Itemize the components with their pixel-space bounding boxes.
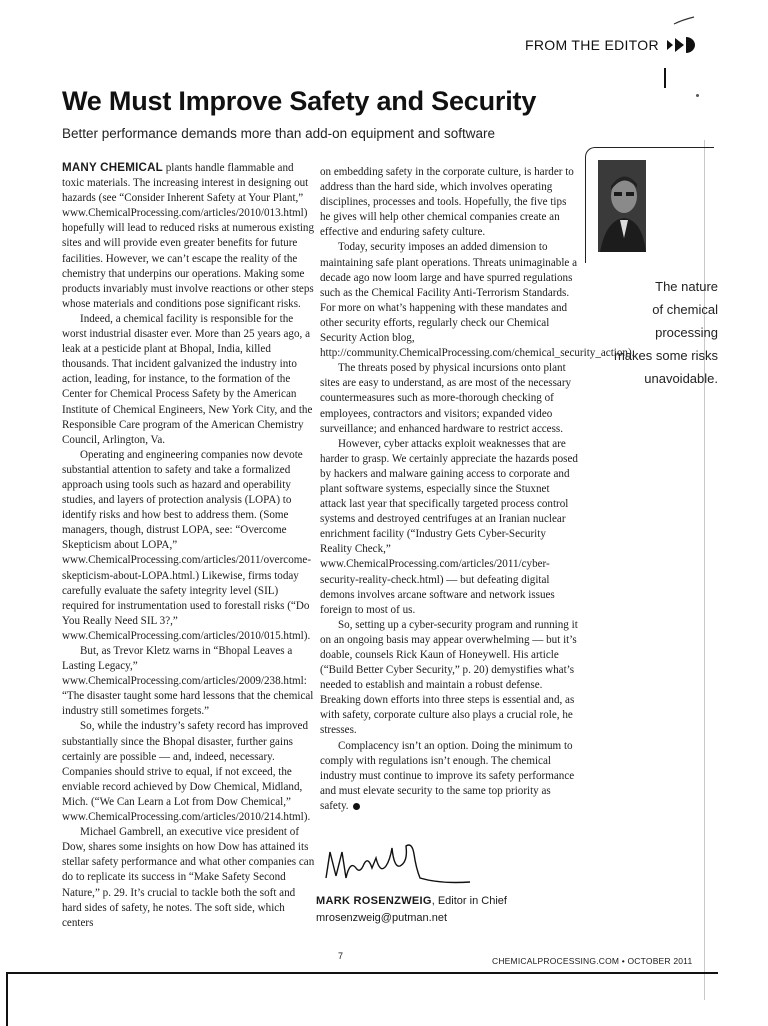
section-tag: [525, 36, 699, 54]
deck: Better performance demands more than add-on equipment and software: [62, 126, 496, 141]
article-column-1: [62, 160, 317, 931]
paragraph: The threats posed by physical incursions onto plant sites are easy to understand, as are most of the necessary countermeasures such as more-thorough checking of employees, contractors and visitors; expanded video surveillance; and enhanced hardware to restrict access.: [320, 362, 572, 435]
scan-mark-icon: [672, 14, 696, 26]
publication-footer: CHEMICALPROCESSING.COM • OCTOBER 2011: [492, 956, 693, 966]
section-arrow-icon: [665, 36, 699, 54]
page-number: 7: [338, 951, 344, 961]
paragraph: Operating and engineering companies now devote substantial attention to safety and take a formalized approach using tools such as hazard and operability studies, and layers of protection analysis (LOPA) to identify risks and how best to address them. (Some managers, though, distrust LOPA, see: “Overcome Skepticism about LOPA,” www.ChemicalProcessing.com/articles/2011/overcome-skepticism-about-LOPA.html.) Likewise, firms today carefully evaluate the safety integrity level (SIL) required for instrumentation used to forestall risks (“Do You Really Need SIL 3?,” www.ChemicalProcessing.com/articles/2010/015.html).: [62, 448, 312, 642]
paragraph: Complacency isn’t an option. Doing the minimum to comply with regulations isn’t enough. The chemical industry must continue to improve its safety performance and must elevate security to the same top priority as safety.: [320, 739, 575, 812]
paragraph: MANY CHEMICAL plants handle flammable and toxic materials. The increasing interest in designing out hazards (see “Consider Inherent Safety at Your Plant,” www.ChemicalProcessing.com/articles/2010/013.html) hopefully will lead to reduced risks at numerous existing sites and will provide even greater benefits for future facilities. However, we can’t escape the reality of the chemistry that underpins our operations. Making some products invariably must involve reactions or other steps whose materials and conditions pose significant risks.: [62, 161, 315, 310]
pull-quote: The nature of chemical processing makes some risks unavoidable.: [613, 279, 718, 386]
scan-edge: [6, 972, 718, 1026]
paragraph: So, while the industry’s safety record has improved substantially since the Bhopal disaster, further gains certainly are possible — and, indeed, necessary. Companies should strive to equal, if not exceed, the enviable record achieved by Dow Chemical, Midland, Mich. (“We Can Learn a Lot from Dow Chemical,” www.ChemicalProcessing.com/articles/2010/214.html).: [62, 720, 311, 824]
scan-bar-mark: [664, 68, 666, 88]
paragraph: Today, security imposes an added dimension to maintaining safe plant operations. Threats unimaginable a decade ago now loom large and have spurred regulations such as the Chemical Facility Anti-Terrorism Standards. For more on what’s happening with these mandates and other security efforts, regularly check our Chemical Security Action blog, http://community.ChemicalProcessing.com/chemical_security_action).: [320, 241, 635, 360]
section-tag-label: FROM THE EDITOR: [525, 37, 659, 53]
editor-portrait-icon: [598, 160, 646, 252]
lead-in: MANY CHEMICAL: [62, 161, 163, 174]
author-name: MARK ROSENZWEIG: [316, 895, 432, 907]
signature-image: [320, 838, 480, 890]
scan-dot-mark: [696, 94, 699, 97]
paragraph: So, setting up a cyber-security program and running it on an ongoing basis may appear overwhelming — but it’s doable, counsels Rick Kaun of Honeywell. His article (“Build Better Cyber Security,” p. 20) demystifies what’s needed to establish and maintain a robust defense. Breaking down efforts into three steps is essential and, as with safety, corporate culture also plays a crucial role, he stresses.: [320, 618, 578, 737]
paragraph: But, as Trevor Kletz warns in “Bhopal Leaves a Lasting Legacy,” www.ChemicalProcessing.com/articles/2009/238.html: “The disaster taught some hard lessons that the chemical industry still sometimes forgets.”: [62, 645, 314, 718]
byline: [316, 893, 507, 927]
page-edge-line: [704, 140, 705, 1000]
headline: We Must Improve Safety and Security: [62, 86, 537, 116]
paragraph: Indeed, a chemical facility is responsible for the worst industrial disaster ever. More than 25 years ago, a leak at a pesticide plant at Bhopal, India, killed thousands. That incident galvanized the industry into action, leading, for instance, to the formation of the Center for Chemical Process Safety by the American Institute of Chemical Engineers, New York City, and the Responsible Care program of the American Chemistry Council, Arlington, Va.: [62, 312, 313, 446]
author-email: mrosenzweig@putman.net: [316, 912, 448, 924]
paragraph: However, cyber attacks exploit weaknesses that are harder to grasp. We certainly appreciate the hazards posed by hackers and malware gaining access to corporate and plant software systems, especially since the Stuxnet attack last year that specifically targeted process control systems and destroyed centrifuges at an Iranian nuclear enrichment facility (“Industry Gets Cyber-Security Reality Check,” www.ChemicalProcessing.com/articles/2011/cyber-security-reality-check.html) — but defeating digital demons involves arcane software and network issues foreign to most of us.: [320, 437, 578, 616]
author-title: , Editor in Chief: [431, 895, 507, 907]
editor-photo: [598, 160, 646, 252]
article-column-2: [320, 165, 635, 814]
paragraph: on embedding safety in the corporate culture, is harder to address than the hard side, which involves operating disciplines, processes and tools. Hopefully, the five tips he gives will help other chemical companies create an effective and enduring safety culture.: [320, 166, 574, 239]
end-mark-icon: [353, 803, 360, 810]
paragraph: Michael Gambrell, an executive vice president of Dow, shares some insights on how Dow has attained its stellar safety performance and what other companies can do to replicate its success in “Make Safety Second Nature,” p. 29. It’s crucial to tackle both the soft and hard sides of safety, he notes. The soft side, which centers: [62, 826, 315, 929]
